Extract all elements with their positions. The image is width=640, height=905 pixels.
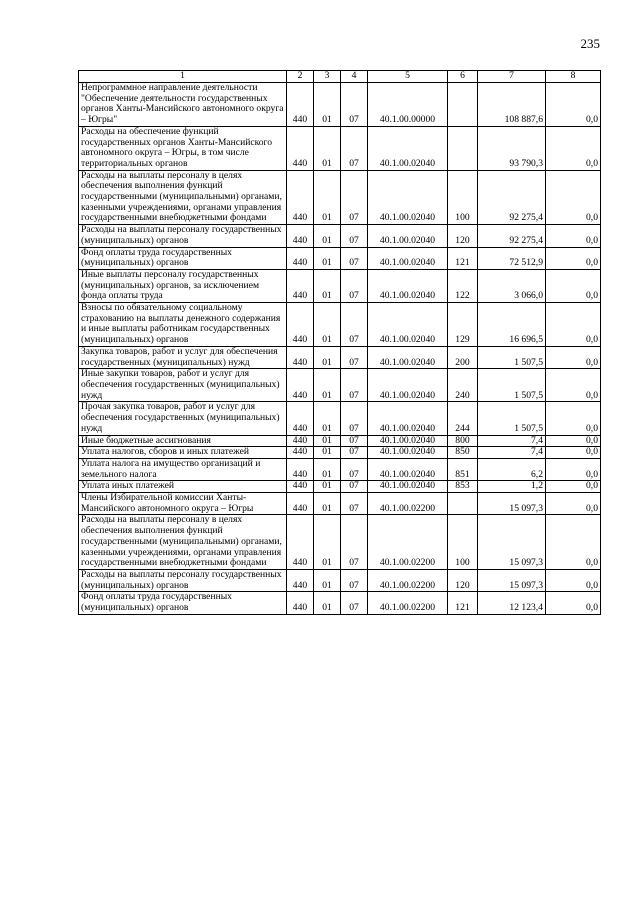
row-description: Фонд оплаты труда государственных (муниципальных) органов (79, 247, 287, 269)
expense-type-code: 851 (448, 458, 478, 480)
target-article-code: 40.1.00.02200 (368, 515, 448, 570)
amount-value: 72 512,9 (478, 247, 546, 269)
target-article-code: 40.1.00.02200 (368, 592, 448, 614)
amount-value-2: 0,0 (546, 458, 601, 480)
amount-value-2: 0,0 (546, 346, 601, 368)
admin-code: 440 (287, 515, 314, 570)
column-header: 6 (448, 71, 478, 83)
amount-value-2: 0,0 (546, 126, 601, 170)
target-article-code: 40.1.00.02040 (368, 170, 448, 225)
page-number: 235 (580, 36, 600, 51)
table-body (79, 83, 601, 615)
section-code: 01 (314, 369, 341, 402)
expense-type-code: 200 (448, 346, 478, 368)
column-header: 4 (341, 71, 368, 83)
admin-code: 440 (287, 493, 314, 515)
admin-code: 440 (287, 435, 314, 447)
expense-type-code: 100 (448, 515, 478, 570)
admin-code: 440 (287, 447, 314, 459)
admin-code: 440 (287, 346, 314, 368)
row-description: Расходы на выплаты персоналу государственных (муниципальных) органов (79, 569, 287, 591)
table-row (79, 493, 601, 515)
row-description: Уплата налога на имущество организаций и земельного налога (79, 458, 287, 480)
row-description: Расходы на выплаты персоналу в целях обеспечения выполнения функций государственными (муниципальными) органами, казенными учреждениями, органами управления государственными внебюджетными фондами (79, 515, 287, 570)
expense-type-code: 121 (448, 592, 478, 614)
amount-value-2: 0,0 (546, 592, 601, 614)
expense-type-code (448, 126, 478, 170)
target-article-code: 40.1.00.02040 (368, 269, 448, 302)
target-article-code: 40.1.00.02040 (368, 447, 448, 459)
row-description: Уплата иных платежей (79, 481, 287, 493)
expense-type-code: 240 (448, 369, 478, 402)
section-code: 01 (314, 83, 341, 127)
table-row (79, 225, 601, 247)
amount-value-2: 0,0 (546, 515, 601, 570)
amount-value: 6,2 (478, 458, 546, 480)
target-article-code: 40.1.00.02200 (368, 569, 448, 591)
section-code: 01 (314, 170, 341, 225)
target-article-code: 40.1.00.02040 (368, 247, 448, 269)
amount-value-2: 0,0 (546, 435, 601, 447)
target-article-code: 40.1.00.02040 (368, 225, 448, 247)
subsection-code: 07 (341, 303, 368, 347)
section-code: 01 (314, 225, 341, 247)
amount-value: 93 790,3 (478, 126, 546, 170)
table-row (79, 126, 601, 170)
row-description: Закупка товаров, работ и услуг для обеспечения государственных (муниципальных) нужд (79, 346, 287, 368)
subsection-code: 07 (341, 247, 368, 269)
expense-type-code: 121 (448, 247, 478, 269)
admin-code: 440 (287, 225, 314, 247)
row-description: Взносы по обязательному социальному страхованию на выплаты денежного содержания и иные выплаты работникам государственных (муниципальных) органов (79, 303, 287, 347)
section-code: 01 (314, 458, 341, 480)
row-description: Расходы на выплаты персоналу в целях обеспечения выполнения функций государственными (муниципальными) органами, казенными учреждениями, органами управления государственными внебюджетными фондами (79, 170, 287, 225)
target-article-code: 40.1.00.00000 (368, 83, 448, 127)
section-code: 01 (314, 402, 341, 435)
row-description: Иные выплаты персоналу государственных (муниципальных) органов, за исключением фонда оплаты труда (79, 269, 287, 302)
expense-type-code: 129 (448, 303, 478, 347)
row-description: Уплата налогов, сборов и иных платежей (79, 447, 287, 459)
table-row (79, 592, 601, 614)
table-row (79, 569, 601, 591)
amount-value: 15 097,3 (478, 569, 546, 591)
column-header: 5 (368, 71, 448, 83)
target-article-code: 40.1.00.02040 (368, 126, 448, 170)
admin-code: 440 (287, 269, 314, 302)
expense-type-code: 853 (448, 481, 478, 493)
target-article-code: 40.1.00.02040 (368, 435, 448, 447)
subsection-code: 07 (341, 447, 368, 459)
section-code: 01 (314, 435, 341, 447)
subsection-code: 07 (341, 369, 368, 402)
subsection-code: 07 (341, 592, 368, 614)
row-description: Прочая закупка товаров, работ и услуг для обеспечения государственных (муниципальных) нужд (79, 402, 287, 435)
table-row (79, 269, 601, 302)
row-description: Члены Избирательной комиссии Ханты-Мансийского автономного округа – Югры (79, 493, 287, 515)
amount-value: 108 887,6 (478, 83, 546, 127)
subsection-code: 07 (341, 170, 368, 225)
amount-value-2: 0,0 (546, 170, 601, 225)
column-header: 7 (478, 71, 546, 83)
subsection-code: 07 (341, 481, 368, 493)
amount-value: 1 507,5 (478, 346, 546, 368)
amount-value-2: 0,0 (546, 83, 601, 127)
admin-code: 440 (287, 481, 314, 493)
admin-code: 440 (287, 83, 314, 127)
section-code: 01 (314, 346, 341, 368)
amount-value-2: 0,0 (546, 481, 601, 493)
amount-value: 16 696,5 (478, 303, 546, 347)
table-row (79, 481, 601, 493)
amount-value-2: 0,0 (546, 493, 601, 515)
expense-type-code: 850 (448, 447, 478, 459)
admin-code: 440 (287, 402, 314, 435)
amount-value-2: 0,0 (546, 369, 601, 402)
amount-value: 15 097,3 (478, 515, 546, 570)
admin-code: 440 (287, 303, 314, 347)
target-article-code: 40.1.00.02040 (368, 346, 448, 368)
row-description: Непрограммное направление деятельности "Обеспечение деятельности государственных органов Ханты-Мансийского автономного округа – Югры" (79, 83, 287, 127)
amount-value: 3 066,0 (478, 269, 546, 302)
subsection-code: 07 (341, 346, 368, 368)
admin-code: 440 (287, 569, 314, 591)
table-row (79, 402, 601, 435)
subsection-code: 07 (341, 458, 368, 480)
target-article-code: 40.1.00.02040 (368, 303, 448, 347)
expense-type-code (448, 493, 478, 515)
section-code: 01 (314, 126, 341, 170)
table-row (79, 170, 601, 225)
target-article-code: 40.1.00.02040 (368, 402, 448, 435)
amount-value: 7,4 (478, 435, 546, 447)
amount-value: 1 507,5 (478, 369, 546, 402)
table-row (79, 435, 601, 447)
table-row (79, 447, 601, 459)
subsection-code: 07 (341, 126, 368, 170)
admin-code: 440 (287, 247, 314, 269)
subsection-code: 07 (341, 402, 368, 435)
admin-code: 440 (287, 369, 314, 402)
subsection-code: 07 (341, 269, 368, 302)
table-row (79, 346, 601, 368)
column-header: 8 (546, 71, 601, 83)
section-code: 01 (314, 247, 341, 269)
expense-type-code (448, 83, 478, 127)
expense-type-code: 120 (448, 225, 478, 247)
column-header: 1 (79, 71, 287, 83)
subsection-code: 07 (341, 83, 368, 127)
section-code: 01 (314, 569, 341, 591)
amount-value-2: 0,0 (546, 269, 601, 302)
table-row (79, 369, 601, 402)
amount-value-2: 0,0 (546, 247, 601, 269)
column-header: 3 (314, 71, 341, 83)
table-row (79, 515, 601, 570)
admin-code: 440 (287, 458, 314, 480)
table-row (79, 303, 601, 347)
target-article-code: 40.1.00.02040 (368, 481, 448, 493)
table-row (79, 83, 601, 127)
expense-type-code: 244 (448, 402, 478, 435)
amount-value-2: 0,0 (546, 447, 601, 459)
table-row (79, 458, 601, 480)
column-header: 2 (287, 71, 314, 83)
expense-type-code: 100 (448, 170, 478, 225)
subsection-code: 07 (341, 435, 368, 447)
section-code: 01 (314, 447, 341, 459)
subsection-code: 07 (341, 225, 368, 247)
subsection-code: 07 (341, 515, 368, 570)
admin-code: 440 (287, 592, 314, 614)
expense-type-code: 122 (448, 269, 478, 302)
amount-value: 12 123,4 (478, 592, 546, 614)
target-article-code: 40.1.00.02040 (368, 458, 448, 480)
admin-code: 440 (287, 126, 314, 170)
section-code: 01 (314, 493, 341, 515)
section-code: 01 (314, 269, 341, 302)
budget-table (78, 70, 601, 615)
admin-code: 440 (287, 170, 314, 225)
amount-value: 15 097,3 (478, 493, 546, 515)
row-description: Фонд оплаты труда государственных (муниципальных) органов (79, 592, 287, 614)
amount-value: 1,2 (478, 481, 546, 493)
amount-value: 92 275,4 (478, 225, 546, 247)
section-code: 01 (314, 481, 341, 493)
table-header-row (79, 71, 601, 83)
amount-value: 7,4 (478, 447, 546, 459)
amount-value-2: 0,0 (546, 225, 601, 247)
target-article-code: 40.1.00.02040 (368, 369, 448, 402)
subsection-code: 07 (341, 493, 368, 515)
expense-type-code: 800 (448, 435, 478, 447)
row-description: Расходы на выплаты персоналу государственных (муниципальных) органов (79, 225, 287, 247)
section-code: 01 (314, 303, 341, 347)
subsection-code: 07 (341, 569, 368, 591)
target-article-code: 40.1.00.02200 (368, 493, 448, 515)
row-description: Иные бюджетные ассигнования (79, 435, 287, 447)
amount-value: 92 275,4 (478, 170, 546, 225)
amount-value-2: 0,0 (546, 569, 601, 591)
expense-type-code: 120 (448, 569, 478, 591)
amount-value-2: 0,0 (546, 303, 601, 347)
table-row (79, 247, 601, 269)
section-code: 01 (314, 592, 341, 614)
amount-value: 1 507,5 (478, 402, 546, 435)
amount-value-2: 0,0 (546, 402, 601, 435)
section-code: 01 (314, 515, 341, 570)
row-description: Иные закупки товаров, работ и услуг для обеспечения государственных (муниципальных) нужд (79, 369, 287, 402)
row-description: Расходы на обеспечение функций государственных органов Ханты-Мансийского автономного округа – Югры, в том числе территориальных органов (79, 126, 287, 170)
